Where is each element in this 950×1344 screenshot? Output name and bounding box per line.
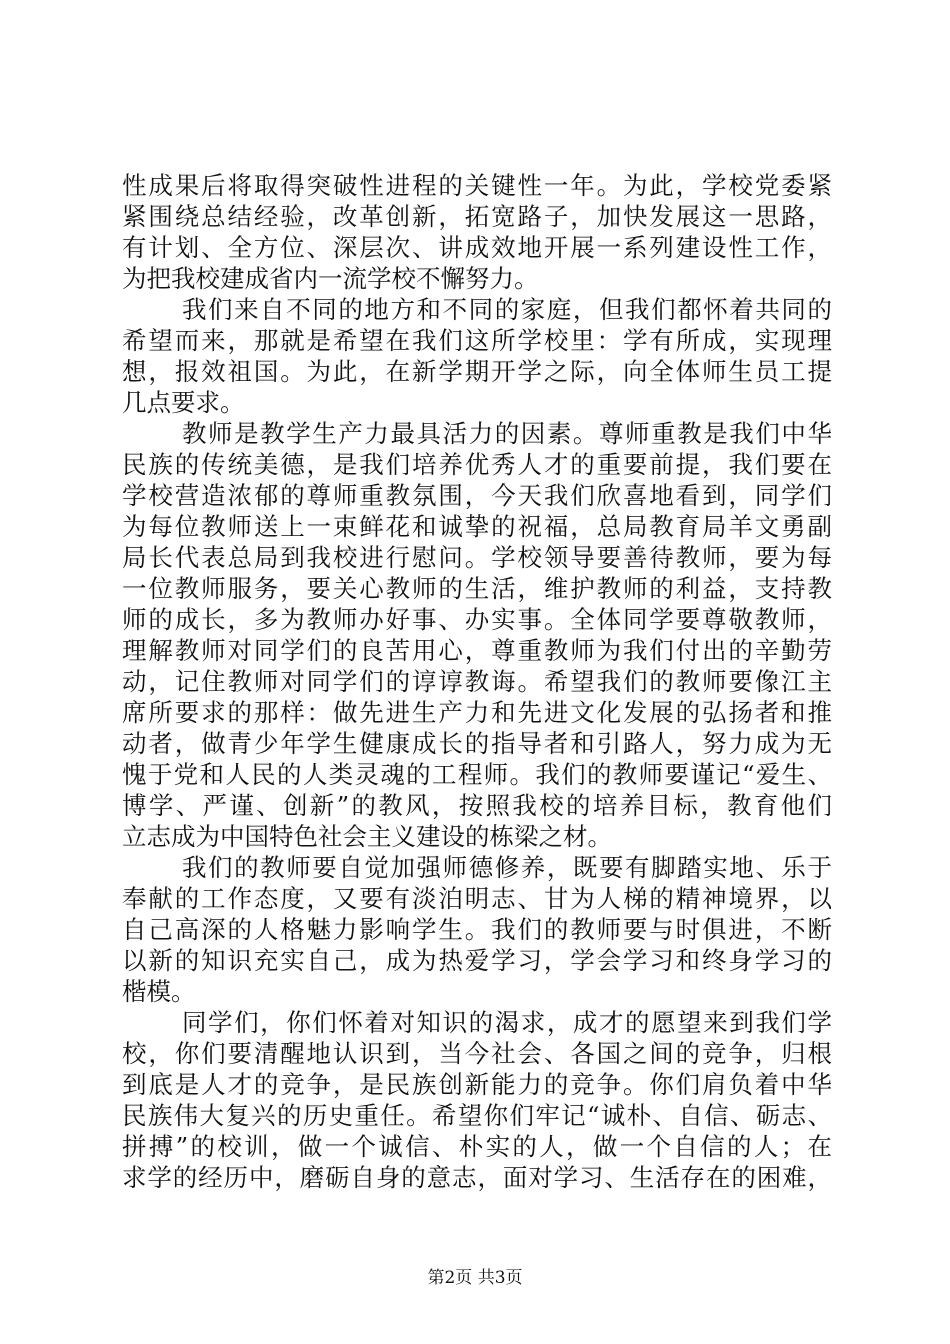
- text-line: 博学、严谨、创新”的教风，按照我校的培养目标，教育他们: [122, 791, 832, 820]
- text-line: 紧围绕总结经验，改革创新，拓宽路子，加快发展这一思路，: [122, 202, 832, 231]
- text-line: 我们的教师要自觉加强师德修养，既要有脚踏实地、乐于: [182, 853, 832, 882]
- paragraph: [122, 418, 832, 852]
- text-line: 以新的知识充实自己，成为热爱学习，学会学习和终身学习的: [122, 946, 832, 975]
- text-line: 愧于党和人民的人类灵魂的工程师。我们的教师要谨记“爱生、: [122, 760, 832, 789]
- text-line: 为每位教师送上一束鲜花和诚挚的祝福，总局教育局羊文勇副: [122, 512, 832, 541]
- text-line: 校，你们要清醒地认识到，当今社会、各国之间的竞争，归根: [122, 1039, 832, 1068]
- text-line: 一位教师服务，要关心教师的生活，维护教师的利益，支持教: [122, 574, 832, 603]
- paragraph: [122, 294, 832, 418]
- text-line: 动，记住教师对同学们的谆谆教诲。希望我们的教师要像江主: [122, 667, 832, 696]
- text-line: 师的成长，多为教师办好事、办实事。全体同学要尊敬教师，: [122, 605, 832, 634]
- text-line: 有计划、全方位、深层次、讲成效地开展一系列建设性工作，: [122, 233, 832, 262]
- text-line: 同学们，你们怀着对知识的渴求，成才的愿望来到我们学: [182, 1008, 832, 1037]
- text-line: 动者，做青少年学生健康成长的指导者和引路人，努力成为无: [122, 729, 832, 758]
- text-line: 为把我校建成省内一流学校不懈努力。: [122, 264, 539, 293]
- document-body: [122, 170, 832, 1193]
- text-line: 我们来自不同的地方和不同的家庭，但我们都怀着共同的: [182, 295, 832, 324]
- text-line: 民族伟大复兴的历史重任。希望你们牢记“诚朴、自信、砺志、: [122, 1101, 832, 1130]
- text-line: 拼搏”的校训，做一个诚信、朴实的人，做一个自信的人；在: [122, 1132, 832, 1161]
- text-line: 立志成为中国特色社会主义建设的栋梁之材。: [122, 822, 612, 851]
- paragraph: [122, 852, 832, 1007]
- text-line: 民族的传统美德，是我们培养优秀人才的重要前提，我们要在: [122, 450, 832, 479]
- text-line: 自己高深的人格魅力影响学生。我们的教师要与时俱进，不断: [122, 915, 832, 944]
- text-line: 教师是教学生产力最具活力的因素。尊师重教是我们中华: [182, 419, 832, 448]
- text-line: 局长代表总局到我校进行慰问。学校领导要善待教师，要为每: [122, 543, 832, 572]
- text-line: 学校营造浓郁的尊师重教氛围，今天我们欣喜地看到，同学们: [122, 481, 832, 510]
- text-line: 席所要求的那样：做先进生产力和先进文化发展的弘扬者和推: [122, 698, 832, 727]
- text-line: 奉献的工作态度，又要有淡泊明志、甘为人梯的精神境界，以: [122, 884, 832, 913]
- text-line: 想，报效祖国。为此，在新学期开学之际，向全体师生员工提: [122, 357, 832, 386]
- paragraph: [122, 170, 832, 294]
- text-line: 几点要求。: [122, 388, 245, 417]
- text-line: 求学的经历中，磨砺自身的意志，面对学习、生活存在的困难，: [122, 1163, 832, 1192]
- text-line: 性成果后将取得突破性进程的关键性一年。为此，学校党委紧: [122, 171, 832, 200]
- paragraph: [122, 1007, 832, 1193]
- text-line: 理解教师对同学们的良苦用心，尊重教师为我们付出的辛勤劳: [122, 636, 832, 665]
- text-line: 楷模。: [122, 977, 196, 1006]
- page-footer: [0, 1268, 950, 1288]
- page-number: 第2页 共3页: [427, 1268, 523, 1288]
- text-line: 到底是人才的竞争，是民族创新能力的竞争。你们肩负着中华: [122, 1070, 832, 1099]
- text-line: 希望而来，那就是希望在我们这所学校里：学有所成，实现理: [122, 326, 832, 355]
